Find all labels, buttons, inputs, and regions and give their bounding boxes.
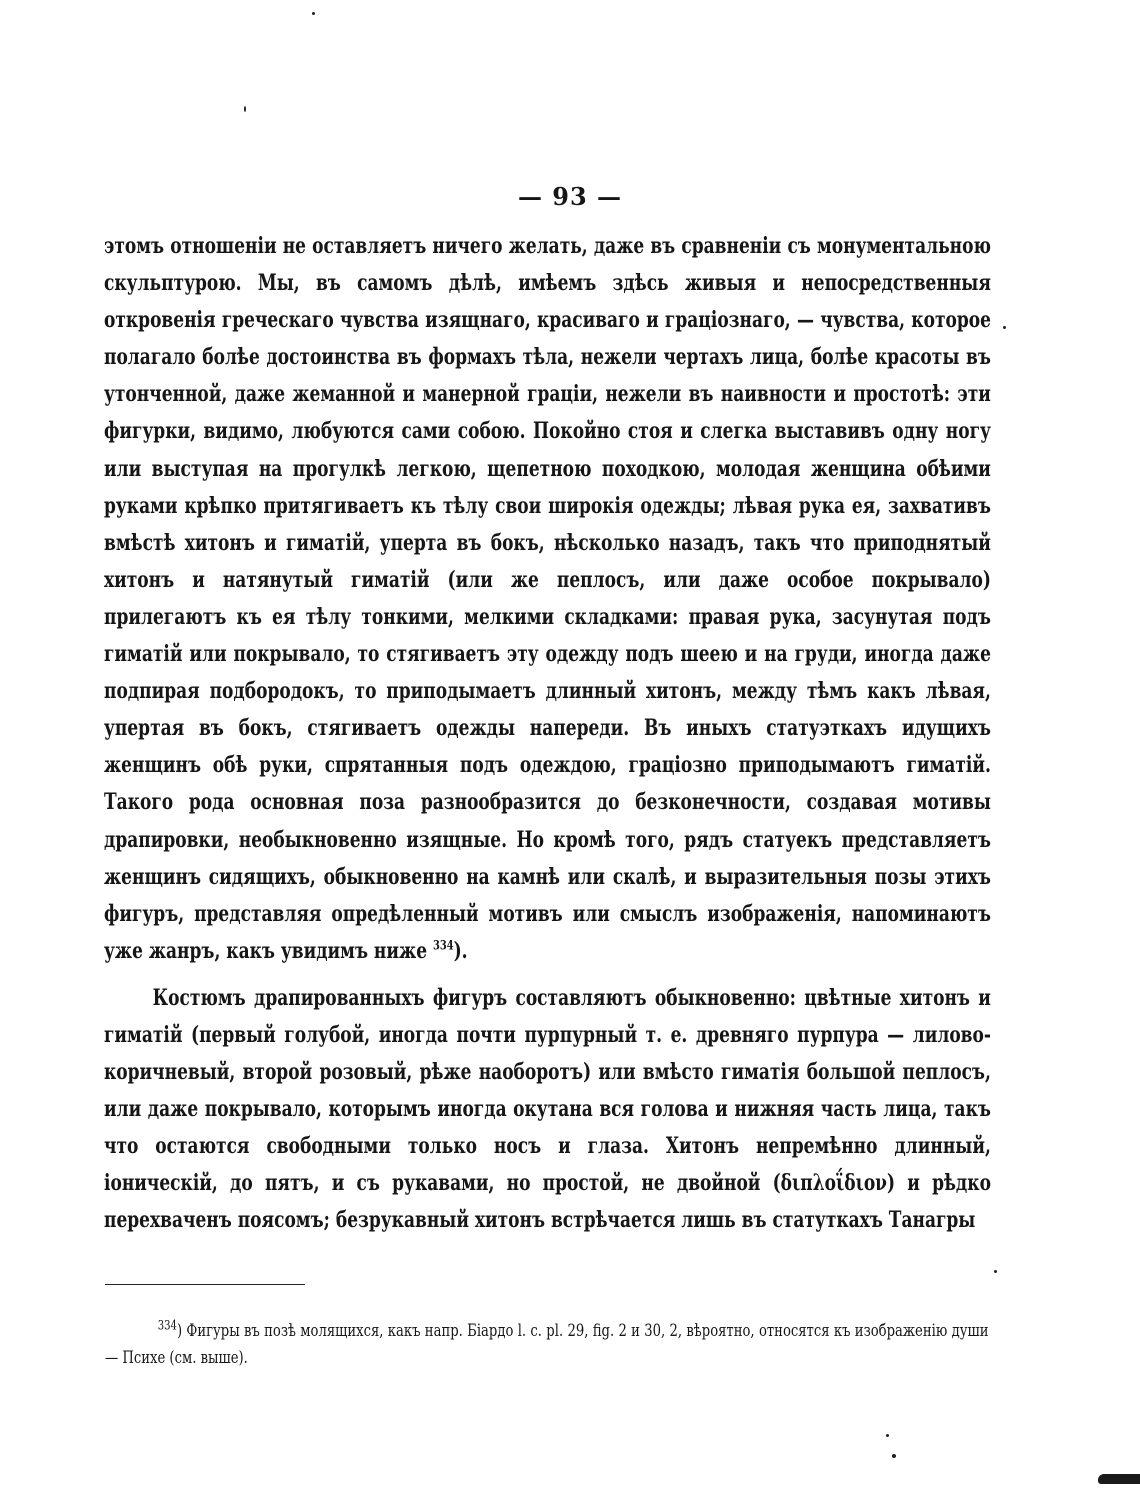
scan-speck [244, 106, 246, 112]
paragraph-text: этомъ отношеніи не оставляетъ ничего желать, даже въ сравненіи съ монументальною скульптурою. Мы, въ самомъ дѣлѣ, имѣемъ здѣсь живыя и непосредственныя откровенія греческаго чувства изящнаго, красиваго и граціознаго, — чувства, которое полагало болѣе достоинства въ формахъ тѣла, нежели чертахъ лица, болѣе красоты въ утонченной, даже жеманной и манерной граціи, нежели въ наивности и простотѣ: эти фигурки, видимо, любуются сами собою. Покойно стоя и слегка выставивъ одну ногу или выступая на прогулкѣ легкою, щепетною походкою, молодая женщина обѣими руками крѣпко притягиваетъ къ тѣлу свои широкія одежды; лѣвая рука ея, захвативъ вмѣстѣ хитонъ и гиматій, уперта въ бокъ, нѣсколько назадъ, такъ что приподнятый хитонъ и натянутый гиматій (или же пеплосъ, или даже особое покрывало) прилегаютъ къ ея тѣлу тонкими, мелкими складками: правая рука, засунутая подъ гиматій или покрывало, то стягиваетъ эту одежду подъ шеею и на груди, иногда даже подпирая подбородокъ, то приподымаетъ длинный хитонъ, между тѣмъ какъ лѣвая, упертая въ бокъ, стягиваетъ одежды напереди. Въ иныхъ статуэткахъ идущихъ женщинъ обѣ руки, спрятанныя подъ одеждою, граціозно приподымаютъ гиматій. Такого рода основная поза разнообразится до безконечности, создавая мотивы драпировки, необыкновенно изящные. Но кромѣ того, рядъ статуекъ представляетъ женщинъ сидящихъ, обыкновенно на камнѣ или скалѣ, и выразительныя позы этихъ фигуръ, представляя опредѣленный мотивъ или смыслъ изображенія, напоминаютъ уже жанръ, какъ увидимъ ниже [104, 233, 991, 964]
paragraph-end: ). [453, 937, 468, 964]
paragraph [104, 228, 991, 970]
footnote-number: 334 [157, 1318, 177, 1334]
page-number: — 93 — [517, 182, 623, 211]
scan-speck [892, 1454, 896, 1458]
scan-speck [886, 1434, 889, 1437]
footnote-reference: 334 [432, 938, 454, 954]
scan-edge-mark [1098, 1474, 1140, 1484]
footnote-text: ) Фигуры въ позѣ молящихся, какъ напр. Біардо l. c. pl. 29, fig. 2 и 30, 2, вѣроятно, относятся къ изображенію души — Психе (см. выше). [105, 1321, 989, 1368]
footnote-divider [105, 1284, 305, 1285]
scan-speck [312, 12, 315, 15]
scan-speck [1003, 326, 1006, 329]
scan-speck [994, 1270, 997, 1273]
body-text [104, 228, 991, 1240]
footnote [105, 1318, 989, 1372]
paragraph-text: Костюмъ драпированныхъ фигуръ составляютъ обыкновенно: цвѣтные хитонъ и гиматій (первый голубой, иногда почти пурпурный т. е. древняго пурпура — лилово-коричневый, второй розовый, рѣже наоборотъ) или вмѣсто гиматія большой пеплосъ, или даже покрывало, которымъ иногда окутана вся голова и нижняя часть лица, такъ что остаются свободными только носъ и глаза. Хитонъ непремѣнно длинный, іоническій, до пятъ, и съ рукавами, но простой, не двойной (διπλοΐδιον) и рѣдко перехваченъ поясомъ; безрукавный хитонъ встрѣчается лишь въ статуткахъ Танагры [104, 984, 991, 1234]
paragraph [104, 980, 991, 1240]
